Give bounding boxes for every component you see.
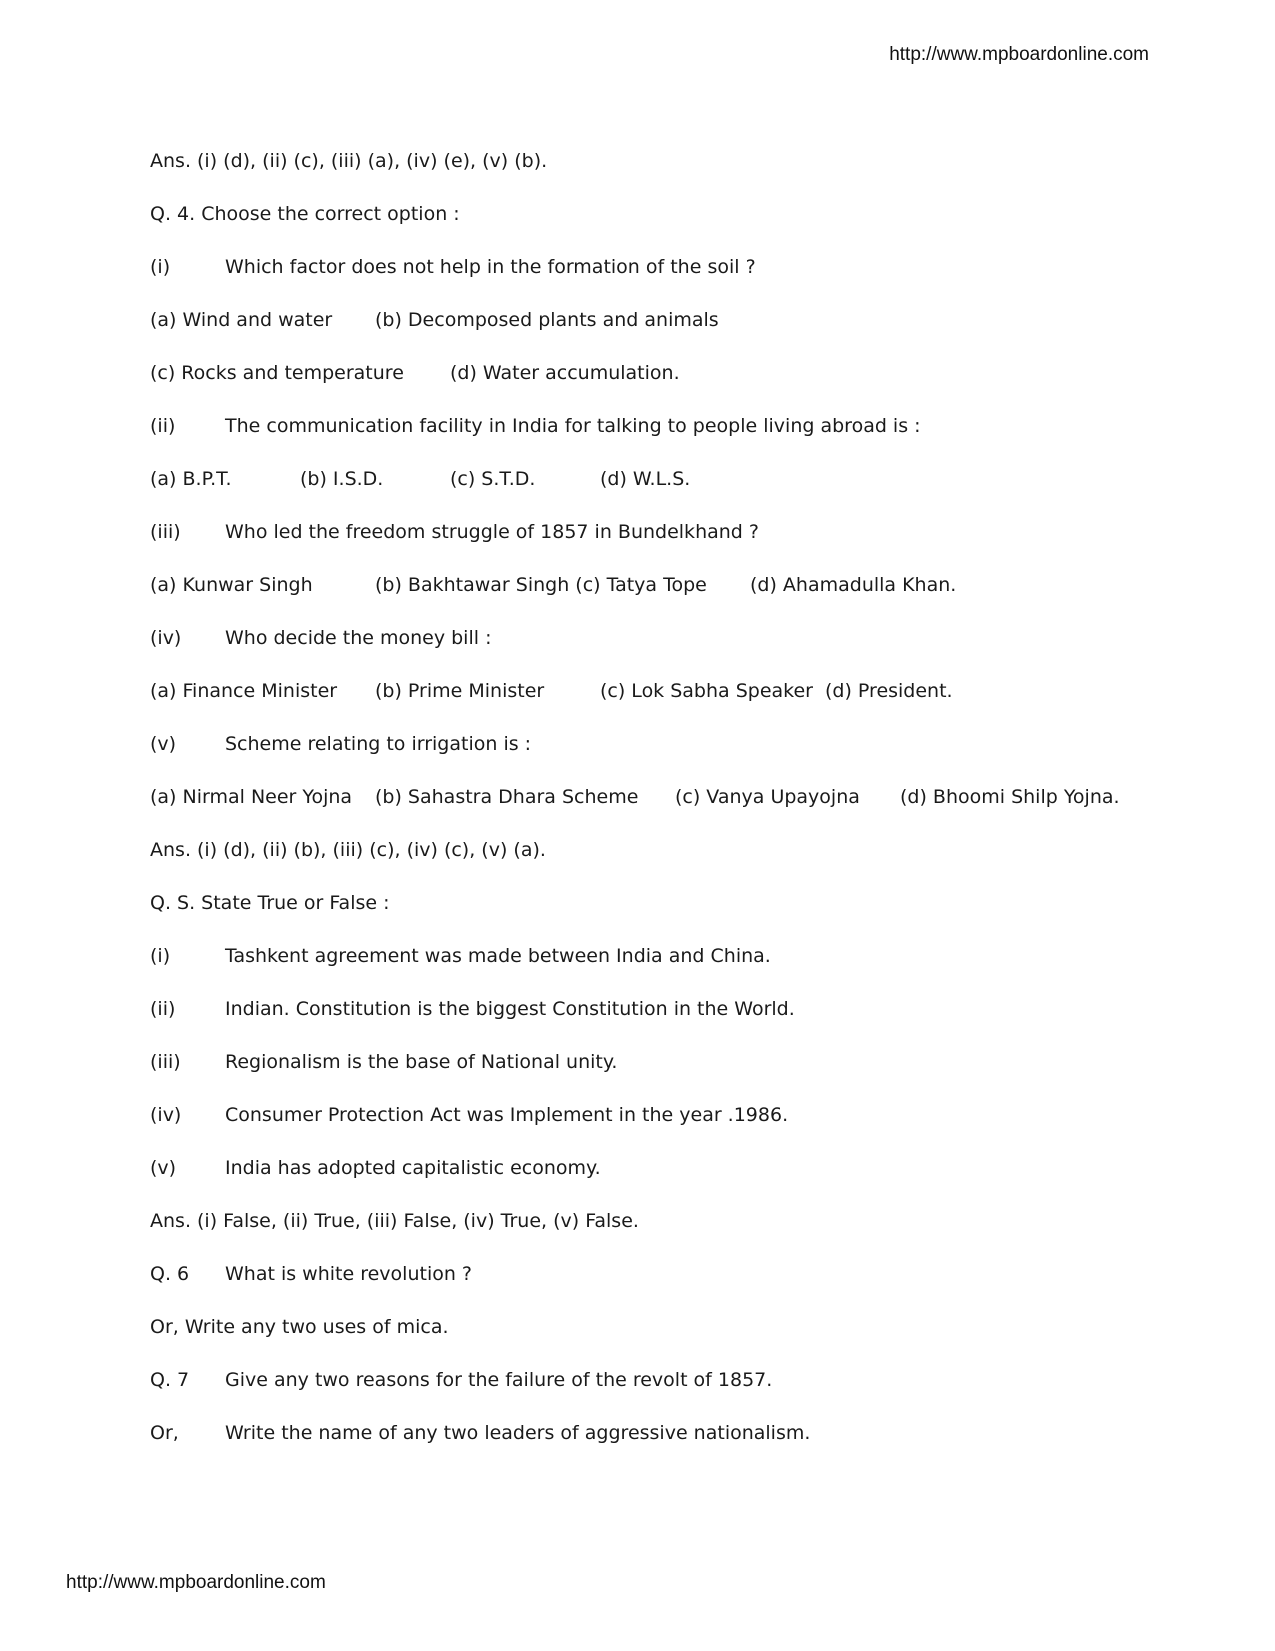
q7-or-label: Or, — [150, 1422, 179, 1444]
q4-item-4-text: Who decide the money bill : — [225, 627, 492, 649]
q4-item-3-text: Who led the freedom struggle of 1857 in Bundelkhand ? — [225, 521, 759, 543]
option-d: (d) Bhoomi Shilp Yojna. — [900, 786, 1120, 808]
q4-item-2 — [150, 413, 1210, 439]
q7-num: Q. 7 — [150, 1369, 190, 1391]
q4-item-2-options — [150, 466, 1210, 492]
option-c: (c) Lok Sabha Speaker — [600, 680, 813, 702]
q4-item-5-num: (v) — [150, 733, 177, 755]
q4-item-4-num: (iv) — [150, 627, 182, 649]
q4-item-3 — [150, 519, 1210, 545]
q5-item-2 — [150, 996, 1210, 1022]
option-a: (a) Wind and water — [150, 309, 333, 331]
q4-item-1-options-row2 — [150, 360, 1210, 386]
q4-item-1 — [150, 254, 1210, 280]
q4-item-3-num: (iii) — [150, 521, 181, 543]
q6-or-text: Or, Write any two uses of mica. — [150, 1316, 449, 1338]
q7-or-text: Write the name of any two leaders of aggressive nationalism. — [225, 1422, 811, 1444]
q4-item-2-text: The communication facility in India for talking to people living abroad is : — [225, 415, 921, 437]
q5-item-1-text: Tashkent agreement was made between India and China. — [225, 945, 771, 967]
option-a: (a) Kunwar Singh — [150, 574, 313, 596]
q5-item-3-text: Regionalism is the base of National unity. — [225, 1051, 618, 1073]
q7 — [150, 1367, 1210, 1393]
option-c: (c) Vanya Upayojna — [675, 786, 860, 808]
q3-answer-text: Ans. (i) (d), (ii) (c), (iii) (a), (iv) (e), (v) (b). — [150, 150, 548, 172]
q5-item-4-num: (iv) — [150, 1104, 182, 1126]
option-a: (a) Finance Minister — [150, 680, 338, 702]
q6-or — [150, 1314, 1210, 1340]
q5-item-2-text: Indian. Constitution is the biggest Constitution in the World. — [225, 998, 795, 1020]
option-d: (d) W.L.S. — [600, 468, 691, 490]
document-body — [150, 148, 1210, 1473]
q4-item-1-text: Which factor does not help in the formation of the soil ? — [225, 256, 756, 278]
option-b: (b) I.S.D. — [300, 468, 384, 490]
option-b-c: (b) Bakhtawar Singh (c) Tatya Tope — [375, 574, 707, 596]
q5-heading — [150, 890, 1210, 916]
option-d: (d) Water accumulation. — [450, 362, 680, 384]
q4-item-3-options — [150, 572, 1210, 598]
q6-num: Q. 6 — [150, 1263, 190, 1285]
q4-item-2-num: (ii) — [150, 415, 176, 437]
option-b: (b) Sahastra Dhara Scheme — [375, 786, 639, 808]
q5-answer-text: Ans. (i) False, (ii) True, (iii) False, (iv) True, (v) False. — [150, 1210, 639, 1232]
q5-item-5 — [150, 1155, 1210, 1181]
q4-item-5-options — [150, 784, 1210, 810]
q5-item-1 — [150, 943, 1210, 969]
option-a: (a) B.P.T. — [150, 468, 232, 490]
q6 — [150, 1261, 1210, 1287]
q4-heading-text: Q. 4. Choose the correct option : — [150, 203, 460, 225]
q4-item-1-options-row1 — [150, 307, 1210, 333]
q4-item-1-num: (i) — [150, 256, 171, 278]
q4-answer-text: Ans. (i) (d), (ii) (b), (iii) (c), (iv) (c), (v) (a). — [150, 839, 546, 861]
q7-text: Give any two reasons for the failure of the revolt of 1857. — [225, 1369, 773, 1391]
option-b: (b) Decomposed plants and animals — [375, 309, 719, 331]
q5-item-1-num: (i) — [150, 945, 171, 967]
option-d: (d) President. — [825, 680, 953, 702]
q3-answer — [150, 148, 1210, 174]
q5-item-5-num: (v) — [150, 1157, 177, 1179]
q5-item-5-text: India has adopted capitalistic economy. — [225, 1157, 601, 1179]
q6-text: What is white revolution ? — [225, 1263, 473, 1285]
option-a: (a) Nirmal Neer Yojna — [150, 786, 353, 808]
q7-or — [150, 1420, 1210, 1446]
q4-item-5-text: Scheme relating to irrigation is : — [225, 733, 532, 755]
option-c: (c) S.T.D. — [450, 468, 536, 490]
q4-answer — [150, 837, 1210, 863]
q5-heading-text: Q. S. State True or False : — [150, 892, 390, 914]
q5-answer — [150, 1208, 1210, 1234]
header-url[interactable]: http://www.mpboardonline.com — [889, 44, 1149, 65]
option-d: (d) Ahamadulla Khan. — [750, 574, 957, 596]
option-b: (b) Prime Minister — [375, 680, 545, 702]
footer-url[interactable]: http://www.mpboardonline.com — [66, 1572, 326, 1593]
q4-item-4-options — [150, 678, 1210, 704]
q4-heading — [150, 201, 1210, 227]
q5-item-2-num: (ii) — [150, 998, 176, 1020]
option-c: (c) Rocks and temperature — [150, 362, 404, 384]
q5-item-4 — [150, 1102, 1210, 1128]
q4-item-4 — [150, 625, 1210, 651]
q5-item-3-num: (iii) — [150, 1051, 181, 1073]
q5-item-3 — [150, 1049, 1210, 1075]
q4-item-5 — [150, 731, 1210, 757]
q5-item-4-text: Consumer Protection Act was Implement in the year .1986. — [225, 1104, 789, 1126]
